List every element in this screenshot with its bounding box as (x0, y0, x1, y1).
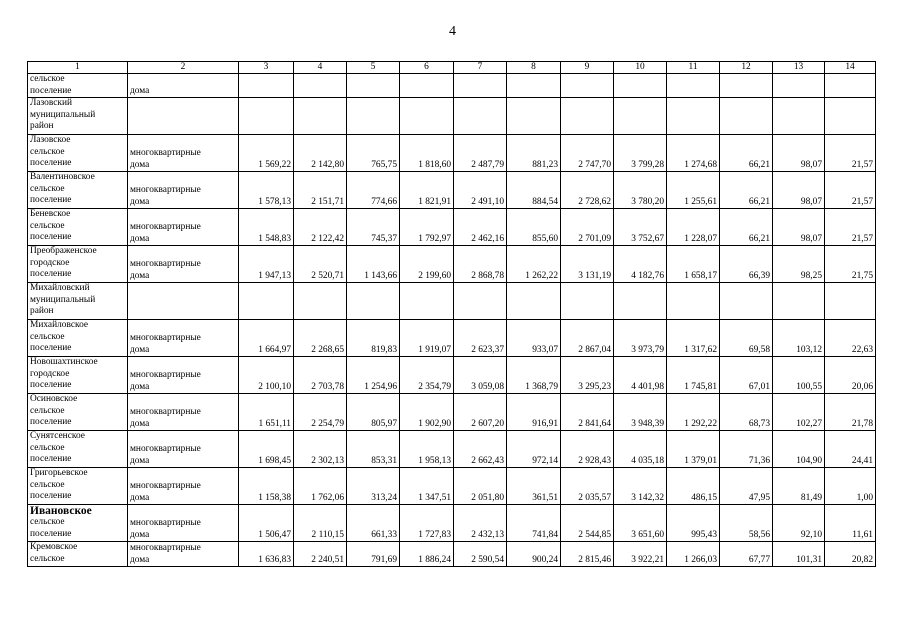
value-cell: 1 368,79 (507, 357, 561, 394)
settlement-name-cell (28, 320, 128, 357)
table-row (28, 135, 876, 172)
settlement-name-line: Кремовское (30, 542, 78, 553)
value-cell: 819,83 (347, 320, 400, 357)
settlement-name-cell (28, 74, 128, 98)
settlement-name-line: поселение (30, 85, 72, 96)
value-cell (294, 74, 347, 98)
value-cell: 2 142,80 (294, 135, 347, 172)
settlement-name-line: сельское (30, 442, 65, 453)
column-header: 11 (667, 62, 720, 74)
value-cell (294, 283, 347, 320)
column-header: 5 (347, 62, 400, 74)
value-cell: 900,24 (507, 542, 561, 567)
value-cell: 2 701,09 (561, 209, 614, 246)
settlement-name-cell (28, 505, 128, 542)
column-header: 2 (128, 62, 239, 74)
value-cell: 2 747,70 (561, 135, 614, 172)
housing-type-line: дома (130, 270, 150, 281)
housing-type-cell (128, 283, 239, 320)
value-cell: 745,37 (347, 209, 400, 246)
housing-type-cell (128, 542, 239, 567)
settlement-name-line: Валентиновское (30, 172, 95, 183)
settlement-name-line: поселение (30, 158, 72, 169)
value-cell: 853,31 (347, 431, 400, 468)
value-cell: 1 651,11 (239, 394, 294, 431)
value-cell: 47,95 (720, 468, 773, 505)
value-cell: 2 815,46 (561, 542, 614, 567)
value-cell: 1 569,22 (239, 135, 294, 172)
housing-type-cell (128, 98, 239, 135)
column-header: 7 (454, 62, 507, 74)
value-cell: 3 799,28 (614, 135, 667, 172)
value-cell (454, 98, 507, 135)
housing-type-line: многоквартирные (130, 222, 201, 232)
table-row (28, 246, 876, 283)
value-cell: 361,51 (507, 468, 561, 505)
value-cell: 661,33 (347, 505, 400, 542)
value-cell: 2 462,16 (454, 209, 507, 246)
value-cell (400, 74, 454, 98)
value-cell: 2 487,79 (454, 135, 507, 172)
value-cell: 774,66 (347, 172, 400, 209)
value-cell: 20,06 (825, 357, 876, 394)
settlement-name-cell (28, 283, 128, 320)
value-cell: 2 268,65 (294, 320, 347, 357)
settlement-name-cell (28, 542, 128, 567)
settlement-name-cell (28, 431, 128, 468)
value-cell: 2 544,85 (561, 505, 614, 542)
value-cell: 2 035,57 (561, 468, 614, 505)
value-cell (614, 74, 667, 98)
value-cell: 1 158,38 (239, 468, 294, 505)
value-cell: 3 295,23 (561, 357, 614, 394)
value-cell: 11,61 (825, 505, 876, 542)
settlement-name-line: поселение (30, 417, 72, 428)
value-cell: 67,01 (720, 357, 773, 394)
value-cell: 2 491,10 (454, 172, 507, 209)
housing-type-line: многоквартирные (130, 407, 201, 417)
value-cell: 66,21 (720, 172, 773, 209)
value-cell: 3 780,20 (614, 172, 667, 209)
value-cell: 1 919,07 (400, 320, 454, 357)
housing-type-line: многоквартирные (130, 259, 201, 269)
table-row (28, 542, 876, 567)
value-cell: 2 199,60 (400, 246, 454, 283)
housing-type-cell (128, 431, 239, 468)
settlement-name-line: сельское (30, 553, 65, 564)
value-cell: 1 658,17 (667, 246, 720, 283)
value-cell: 3 922,21 (614, 542, 667, 567)
page-number: 4 (449, 24, 456, 39)
housing-type-line: дома (130, 196, 150, 207)
value-cell (239, 98, 294, 135)
value-cell: 1 274,68 (667, 135, 720, 172)
value-cell: 81,49 (773, 468, 825, 505)
value-cell: 66,21 (720, 209, 773, 246)
housing-type-line: дома (130, 159, 150, 170)
value-cell: 1 698,45 (239, 431, 294, 468)
settlement-name-line: городское (30, 257, 70, 268)
value-cell (773, 74, 825, 98)
housing-type-line: дома (130, 492, 150, 503)
value-cell (239, 283, 294, 320)
value-cell: 741,84 (507, 505, 561, 542)
column-header: 12 (720, 62, 773, 74)
value-cell: 2 110,15 (294, 505, 347, 542)
value-cell: 21,57 (825, 172, 876, 209)
value-cell: 1 762,06 (294, 468, 347, 505)
settlement-name-cell (28, 209, 128, 246)
value-cell: 1 636,83 (239, 542, 294, 567)
settlement-name-line: Григорьевское (30, 468, 88, 479)
value-cell: 1,00 (825, 468, 876, 505)
value-cell: 66,21 (720, 135, 773, 172)
value-cell: 2 623,37 (454, 320, 507, 357)
value-cell: 66,39 (720, 246, 773, 283)
housing-type-line: дома (130, 529, 150, 540)
settlement-name-line: сельское (30, 220, 65, 231)
value-cell (614, 98, 667, 135)
housing-type-cell (128, 394, 239, 431)
settlement-name-cell (28, 246, 128, 283)
settlement-name-line: Михайловское (30, 320, 89, 331)
value-cell: 2 151,71 (294, 172, 347, 209)
value-cell: 2 703,78 (294, 357, 347, 394)
value-cell (347, 283, 400, 320)
value-cell: 1 255,61 (667, 172, 720, 209)
value-cell: 3 948,39 (614, 394, 667, 431)
value-cell (825, 283, 876, 320)
settlement-name-line: муниципальный (30, 294, 96, 305)
value-cell: 68,73 (720, 394, 773, 431)
value-cell: 3 142,32 (614, 468, 667, 505)
housing-type-line: дома (130, 233, 150, 244)
value-cell (507, 283, 561, 320)
housing-type-line: дома (130, 381, 150, 392)
value-cell: 1 379,01 (667, 431, 720, 468)
value-cell: 1 228,07 (667, 209, 720, 246)
value-cell: 104,90 (773, 431, 825, 468)
housing-type-line: многоквартирные (130, 333, 201, 343)
value-cell (239, 74, 294, 98)
value-cell: 933,07 (507, 320, 561, 357)
settlement-name-line: Сунятсенское (30, 431, 85, 442)
value-cell: 1 886,24 (400, 542, 454, 567)
value-cell: 102,27 (773, 394, 825, 431)
value-cell: 2 590,54 (454, 542, 507, 567)
value-cell: 2 520,71 (294, 246, 347, 283)
value-cell (720, 283, 773, 320)
value-cell: 98,07 (773, 172, 825, 209)
settlement-name-line: Беневское (30, 209, 71, 220)
value-cell: 313,24 (347, 468, 400, 505)
value-cell: 22,63 (825, 320, 876, 357)
value-cell: 1 548,83 (239, 209, 294, 246)
value-cell: 2 841,64 (561, 394, 614, 431)
housing-type-line: многоквартирные (130, 444, 201, 454)
value-cell: 1 506,47 (239, 505, 294, 542)
tariff-table (27, 61, 876, 567)
housing-type-cell (128, 74, 239, 98)
column-header: 3 (239, 62, 294, 74)
settlement-name-line: район (30, 121, 54, 132)
value-cell (773, 283, 825, 320)
housing-type-line: многоквартирные (130, 543, 201, 553)
value-cell: 2 100,10 (239, 357, 294, 394)
table-row (28, 172, 876, 209)
value-cell (454, 283, 507, 320)
settlement-name-line: Ивановское (30, 505, 92, 518)
value-cell: 21,78 (825, 394, 876, 431)
table-row (28, 394, 876, 431)
value-cell: 98,07 (773, 135, 825, 172)
value-cell: 98,07 (773, 209, 825, 246)
housing-type-line: многоквартирные (130, 148, 201, 158)
housing-type-cell (128, 468, 239, 505)
column-header: 6 (400, 62, 454, 74)
value-cell: 3 059,08 (454, 357, 507, 394)
value-cell: 1 821,91 (400, 172, 454, 209)
table-row (28, 98, 876, 135)
value-cell (667, 283, 720, 320)
value-cell: 1 262,22 (507, 246, 561, 283)
value-cell: 765,75 (347, 135, 400, 172)
value-cell: 103,12 (773, 320, 825, 357)
table-header-row (28, 62, 876, 74)
table-row (28, 505, 876, 542)
value-cell: 1 958,13 (400, 431, 454, 468)
housing-type-line: дома (130, 344, 150, 355)
settlement-name-line: поселение (30, 454, 72, 465)
value-cell: 972,14 (507, 431, 561, 468)
value-cell: 58,56 (720, 505, 773, 542)
housing-type-line: дома (130, 418, 150, 429)
value-cell: 71,36 (720, 431, 773, 468)
housing-type-line: многоквартирные (130, 481, 201, 491)
value-cell: 1 792,97 (400, 209, 454, 246)
value-cell: 1 317,62 (667, 320, 720, 357)
value-cell: 1 664,97 (239, 320, 294, 357)
value-cell: 67,77 (720, 542, 773, 567)
value-cell: 1 254,96 (347, 357, 400, 394)
table-row (28, 468, 876, 505)
housing-type-cell (128, 172, 239, 209)
settlement-name-cell (28, 98, 128, 135)
housing-type-cell (128, 505, 239, 542)
settlement-name-line: поселение (30, 380, 72, 391)
settlement-name-line: поселение (30, 269, 72, 280)
table-row (28, 209, 876, 246)
settlement-name-line: Лазовский (30, 98, 72, 109)
value-cell: 855,60 (507, 209, 561, 246)
settlement-name-line: поселение (30, 528, 72, 539)
value-cell: 3 752,67 (614, 209, 667, 246)
housing-type-cell (128, 320, 239, 357)
value-cell: 881,23 (507, 135, 561, 172)
value-cell (294, 98, 347, 135)
value-cell (825, 98, 876, 135)
value-cell: 1 947,13 (239, 246, 294, 283)
value-cell: 2 607,20 (454, 394, 507, 431)
value-cell: 805,97 (347, 394, 400, 431)
table-row (28, 431, 876, 468)
settlement-name-cell (28, 357, 128, 394)
value-cell: 2 868,78 (454, 246, 507, 283)
settlement-name-cell (28, 394, 128, 431)
value-cell (720, 98, 773, 135)
value-cell: 486,15 (667, 468, 720, 505)
value-cell: 2 432,13 (454, 505, 507, 542)
settlement-name-line: сельское (30, 405, 65, 416)
settlement-name-line: сельское (30, 74, 65, 84)
value-cell: 995,43 (667, 505, 720, 542)
settlement-name-line: сельское (30, 331, 65, 342)
value-cell (825, 74, 876, 98)
column-header: 10 (614, 62, 667, 74)
table-row (28, 357, 876, 394)
value-cell (561, 283, 614, 320)
settlement-name-cell (28, 172, 128, 209)
value-cell: 4 035,18 (614, 431, 667, 468)
settlement-name-line: Новошахтинское (30, 357, 98, 368)
value-cell: 1 143,66 (347, 246, 400, 283)
table-row (28, 283, 876, 320)
value-cell: 916,91 (507, 394, 561, 431)
value-cell: 21,57 (825, 209, 876, 246)
value-cell: 101,31 (773, 542, 825, 567)
housing-type-line: многоквартирные (130, 185, 201, 195)
value-cell: 884,54 (507, 172, 561, 209)
housing-type-line: многоквартирные (130, 518, 201, 528)
settlement-name-cell (28, 135, 128, 172)
settlement-name-line: поселение (30, 343, 72, 354)
value-cell (614, 283, 667, 320)
value-cell (347, 74, 400, 98)
value-cell (773, 98, 825, 135)
value-cell: 791,69 (347, 542, 400, 567)
column-header: 4 (294, 62, 347, 74)
housing-type-line: дома (130, 455, 150, 466)
value-cell: 69,58 (720, 320, 773, 357)
value-cell (347, 98, 400, 135)
value-cell: 21,57 (825, 135, 876, 172)
value-cell: 21,75 (825, 246, 876, 283)
value-cell: 3 973,79 (614, 320, 667, 357)
value-cell (507, 74, 561, 98)
value-cell (667, 98, 720, 135)
housing-type-line: дома (130, 85, 150, 96)
value-cell: 1 818,60 (400, 135, 454, 172)
settlement-name-line: сельское (30, 146, 65, 157)
settlement-name-line: Лазовское (30, 135, 71, 146)
value-cell: 2 240,51 (294, 542, 347, 567)
value-cell: 1 745,81 (667, 357, 720, 394)
table-row (28, 74, 876, 98)
value-cell: 2 928,43 (561, 431, 614, 468)
housing-type-cell (128, 209, 239, 246)
value-cell (454, 74, 507, 98)
settlement-name-line: поселение (30, 491, 72, 502)
value-cell: 98,25 (773, 246, 825, 283)
settlement-name-line: сельское (30, 517, 65, 528)
settlement-name-line: сельское (30, 183, 65, 194)
settlement-name-line: Михайловский (30, 283, 90, 294)
value-cell: 2 302,13 (294, 431, 347, 468)
table-row (28, 320, 876, 357)
settlement-name-line: Осиновское (30, 394, 78, 405)
column-header: 13 (773, 62, 825, 74)
value-cell: 2 867,04 (561, 320, 614, 357)
value-cell: 2 354,79 (400, 357, 454, 394)
value-cell (561, 98, 614, 135)
value-cell (400, 283, 454, 320)
settlement-name-line: Преображенское (30, 246, 97, 257)
value-cell: 1 347,51 (400, 468, 454, 505)
value-cell (720, 74, 773, 98)
value-cell: 100,55 (773, 357, 825, 394)
settlement-name-line: сельское (30, 479, 65, 490)
value-cell: 2 662,43 (454, 431, 507, 468)
housing-type-cell (128, 246, 239, 283)
value-cell: 1 292,22 (667, 394, 720, 431)
value-cell: 4 401,98 (614, 357, 667, 394)
value-cell: 20,82 (825, 542, 876, 567)
value-cell (667, 74, 720, 98)
value-cell: 2 122,42 (294, 209, 347, 246)
column-header: 14 (825, 62, 876, 74)
housing-type-cell (128, 135, 239, 172)
value-cell: 1 266,03 (667, 542, 720, 567)
column-header: 1 (28, 62, 128, 74)
housing-type-cell (128, 357, 239, 394)
settlement-name-line: район (30, 306, 54, 317)
column-header: 9 (561, 62, 614, 74)
settlement-name-line: городское (30, 368, 70, 379)
value-cell: 24,41 (825, 431, 876, 468)
value-cell (561, 74, 614, 98)
value-cell: 2 728,62 (561, 172, 614, 209)
value-cell: 2 051,80 (454, 468, 507, 505)
value-cell: 4 182,76 (614, 246, 667, 283)
value-cell: 2 254,79 (294, 394, 347, 431)
value-cell: 3 651,60 (614, 505, 667, 542)
value-cell: 1 727,83 (400, 505, 454, 542)
value-cell (507, 98, 561, 135)
column-header: 8 (507, 62, 561, 74)
value-cell (400, 98, 454, 135)
value-cell: 92,10 (773, 505, 825, 542)
value-cell: 1 902,90 (400, 394, 454, 431)
value-cell: 3 131,19 (561, 246, 614, 283)
settlement-name-cell (28, 468, 128, 505)
settlement-name-line: поселение (30, 232, 72, 243)
housing-type-line: дома (130, 554, 150, 565)
settlement-name-line: поселение (30, 195, 72, 206)
settlement-name-line: муниципальный (30, 109, 96, 120)
value-cell: 1 578,13 (239, 172, 294, 209)
housing-type-line: многоквартирные (130, 370, 201, 380)
